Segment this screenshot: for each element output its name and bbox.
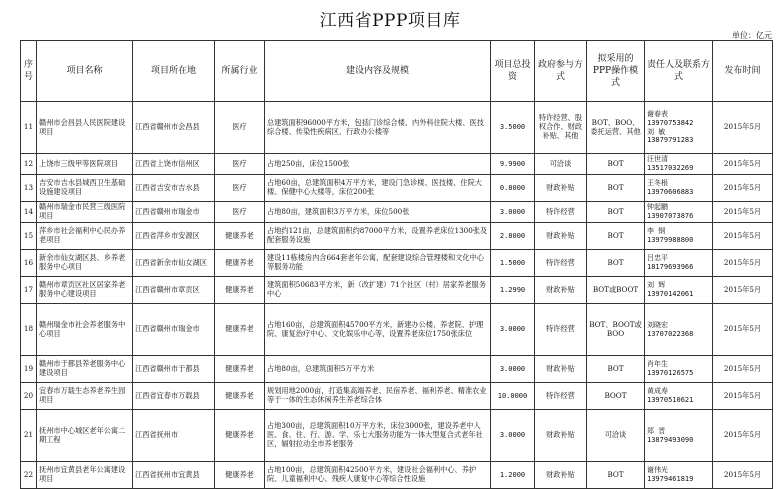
construction-content-cell: 占地250亩，床位1500张: [265, 154, 491, 175]
project-name-cell: 宜春市万载生态养老养生园项目: [37, 383, 133, 410]
table-row: [21, 250, 773, 277]
industry-cell: 健康养老: [215, 304, 265, 356]
table-row: [21, 277, 773, 304]
publish-date-cell: 2015年5月: [713, 175, 773, 202]
construction-content-cell: 占地80亩，总建筑面积5万平方米: [265, 356, 491, 383]
project-location-cell: 江西省吉安市吉水县: [133, 175, 215, 202]
industry-cell: 健康养老: [215, 250, 265, 277]
government-role-cell: 特许经营、股权合作、财政补贴、其他: [535, 102, 587, 154]
row-number-cell: 14: [21, 202, 37, 223]
publish-date-cell: 2015年5月: [713, 202, 773, 223]
industry-cell: 健康养老: [215, 223, 265, 250]
unit-label: 单位：亿元: [732, 31, 772, 40]
total-investment-cell: 0.8000: [491, 175, 535, 202]
header-no: 序号: [21, 41, 37, 102]
header-contact: 责任人及联系方式: [645, 41, 713, 102]
contact-person-cell: 谢伟光 13979461819: [645, 462, 713, 489]
row-number-cell: 19: [21, 356, 37, 383]
project-name-cell: 赣州市于都县养老服务中心建设项目: [37, 356, 133, 383]
construction-content-cell: 占地300亩，总建筑面积10万平方米，床位3000张，建设养老中人医、食、住、行、游、学、乐七大服务功能为一体大型复合式老年社区，辐射拉动全市养老服务: [265, 410, 491, 462]
ppp-mode-cell: BOT: [587, 175, 645, 202]
project-location-cell: 江西省赣州市会昌县: [133, 102, 215, 154]
contact-person-cell: 李 钢 13979988800: [645, 223, 713, 250]
industry-cell: 健康养老: [215, 410, 265, 462]
total-investment-cell: 3.0000: [491, 410, 535, 462]
project-location-cell: 江西省赣州市章贡区: [133, 277, 215, 304]
row-number-cell: 16: [21, 250, 37, 277]
industry-cell: 医疗: [215, 202, 265, 223]
government-role-cell: 财政补贴: [535, 356, 587, 383]
project-name-cell: 赣州市章贡区社区居家养老服务中心建设项目: [37, 277, 133, 304]
publish-date-cell: 2015年5月: [713, 462, 773, 489]
construction-content-cell: 建设11栋楼房内含664套老年公寓，配套建设综合管理楼和文化中心等服务功能: [265, 250, 491, 277]
ppp-mode-cell: BOT: [587, 154, 645, 175]
row-number-cell: 13: [21, 175, 37, 202]
header-content: 建设内容及规模: [265, 41, 491, 102]
header-industry: 所属行业: [215, 41, 265, 102]
row-number-cell: 20: [21, 383, 37, 410]
construction-content-cell: 建筑面积50683平方米，新（改扩建）71个社区（村）居家养老服务中心: [265, 277, 491, 304]
project-name-cell: 新余市仙女湖区县、乡养老服务中心项目: [37, 250, 133, 277]
government-role-cell: 财政补贴: [535, 410, 587, 462]
ppp-mode-cell: 可洽谈: [587, 410, 645, 462]
industry-cell: 健康养老: [215, 356, 265, 383]
publish-date-cell: 2015年5月: [713, 304, 773, 356]
publish-date-cell: 2015年5月: [713, 250, 773, 277]
government-role-cell: 特许经营: [535, 250, 587, 277]
project-location-cell: 江西省抚州市: [133, 410, 215, 462]
construction-content-cell: 规划用地2000亩，打造集高端养老、民宿养老、福利养老、精准农业等于一体的生态休闲养生养老综合体: [265, 383, 491, 410]
table-row: [21, 154, 773, 175]
table-row: [21, 223, 773, 250]
government-role-cell: 特许经营: [535, 383, 587, 410]
header-date: 发布时间: [713, 41, 773, 102]
publish-date-cell: 2015年5月: [713, 277, 773, 304]
project-location-cell: 江西省赣州市瑞金市: [133, 304, 215, 356]
publish-date-cell: 2015年5月: [713, 223, 773, 250]
contact-person-cell: 肖年生 13970126575: [645, 356, 713, 383]
publish-date-cell: 2015年5月: [713, 356, 773, 383]
project-location-cell: 江西省萍乡市安源区: [133, 223, 215, 250]
ppp-mode-cell: BOT: [587, 223, 645, 250]
project-name-cell: 吉安市吉水县城西卫生基础设施建设项目: [37, 175, 133, 202]
project-name-cell: 抚州市宜黄县老年公寓建设项目: [37, 462, 133, 489]
project-name-cell: 赣州市瑞金市民营三级医院项目: [37, 202, 133, 223]
table-row: [21, 410, 773, 462]
table-row: [21, 383, 773, 410]
total-investment-cell: 1.2990: [491, 277, 535, 304]
project-name-cell: 上饶市三级甲等医院项目: [37, 154, 133, 175]
row-number-cell: 11: [21, 102, 37, 154]
project-location-cell: 江西省新余市仙女湖区: [133, 250, 215, 277]
header-investment: 项目总投资: [491, 41, 535, 102]
contact-person-cell: 刘晓宏 13707022368: [645, 304, 713, 356]
project-name-cell: 抚州市中心城区老年公寓二期工程: [37, 410, 133, 462]
row-number-cell: 12: [21, 154, 37, 175]
project-name-cell: 赣州瑞金市社会养老服务中心项目: [37, 304, 133, 356]
industry-cell: 医疗: [215, 154, 265, 175]
project-location-cell: 江西省上饶市信州区: [133, 154, 215, 175]
publish-date-cell: 2015年5月: [713, 410, 773, 462]
table-body: [21, 102, 773, 489]
page-title: 江西省PPP项目库: [319, 11, 461, 31]
contact-person-cell: 黄成寿 13970510621: [645, 383, 713, 410]
government-role-cell: 财政补贴: [535, 175, 587, 202]
contact-person-cell: 王冬根 13970606883: [645, 175, 713, 202]
project-location-cell: 江西省赣州市于都县: [133, 356, 215, 383]
government-role-cell: 特许经营: [535, 304, 587, 356]
ppp-mode-cell: BOT或BOOT: [587, 277, 645, 304]
construction-content-cell: 占地60亩，总建筑面积4万平方米，建设门急诊楼、医技楼、住院大楼、保健中心大楼等，床位200张: [265, 175, 491, 202]
construction-content-cell: 总建筑面积96000平方米，包括门诊综合楼、内外科住院大楼、医技综合楼、传染性疾病区、行政办公楼等: [265, 102, 491, 154]
industry-cell: 医疗: [215, 175, 265, 202]
government-role-cell: 可洽谈: [535, 154, 587, 175]
ppp-mode-cell: BOT、BOOT或BOO: [587, 304, 645, 356]
total-investment-cell: 1.5000: [491, 250, 535, 277]
ppp-mode-cell: BOT: [587, 356, 645, 383]
ppp-mode-cell: BOOT: [587, 383, 645, 410]
government-role-cell: 特许经营: [535, 202, 587, 223]
contact-person-cell: 吕忠平 18179693966: [645, 250, 713, 277]
table-row: [21, 356, 773, 383]
ppp-mode-cell: BOT: [587, 250, 645, 277]
publish-date-cell: 2015年5月: [713, 102, 773, 154]
table-row: [21, 202, 773, 223]
ppp-mode-cell: BOT: [587, 202, 645, 223]
total-investment-cell: 10.0000: [491, 383, 535, 410]
ppp-mode-cell: BOT、BOO、委托运营、其他: [587, 102, 645, 154]
total-investment-cell: 3.5000: [491, 102, 535, 154]
construction-content-cell: 占地80亩，建筑面积3万平方米，床位500张: [265, 202, 491, 223]
project-name-cell: 萍乡市社会福利中心民办养老项目: [37, 223, 133, 250]
project-location-cell: 江西省赣州市瑞金市: [133, 202, 215, 223]
row-number-cell: 21: [21, 410, 37, 462]
ppp-mode-cell: BOT: [587, 462, 645, 489]
construction-content-cell: 占地160亩，总建筑面积45700平方米，新建办公楼、养老院、护理院、康复治疗中心、文化娱乐中心等，设置养老床位1750张床位: [265, 304, 491, 356]
publish-date-cell: 2015年5月: [713, 383, 773, 410]
table-row: [21, 175, 773, 202]
government-role-cell: 财政补贴: [535, 277, 587, 304]
industry-cell: 健康养老: [215, 277, 265, 304]
industry-cell: 健康养老: [215, 462, 265, 489]
ppp-project-table: [20, 40, 773, 489]
total-investment-cell: 2.8000: [491, 223, 535, 250]
total-investment-cell: 1.2000: [491, 462, 535, 489]
total-investment-cell: 3.0000: [491, 356, 535, 383]
contact-person-cell: 刘 辉 13970142061: [645, 277, 713, 304]
row-number-cell: 22: [21, 462, 37, 489]
total-investment-cell: 9.9900: [491, 154, 535, 175]
total-investment-cell: 3.0000: [491, 202, 535, 223]
table-row: [21, 462, 773, 489]
industry-cell: 健康养老: [215, 383, 265, 410]
industry-cell: 医疗: [215, 102, 265, 154]
contact-person-cell: 汪世清 13517032269: [645, 154, 713, 175]
government-role-cell: 财政补贴: [535, 462, 587, 489]
table-row: [21, 304, 773, 356]
contact-person-cell: 钟起鹏 13907073876: [645, 202, 713, 223]
header-row: [21, 41, 773, 102]
header-mode: 拟采用的PPP操作模式: [587, 41, 645, 102]
publish-date-cell: 2015年5月: [713, 154, 773, 175]
row-number-cell: 15: [21, 223, 37, 250]
contact-person-cell: 谢春表 13970753842 刘 敏 13879791283: [645, 102, 713, 154]
project-location-cell: 江西省宜春市万载县: [133, 383, 215, 410]
project-name-cell: 赣州市会昌县人民医院建设项目: [37, 102, 133, 154]
table-row: [21, 102, 773, 154]
row-number-cell: 18: [21, 304, 37, 356]
total-investment-cell: 3.0000: [491, 304, 535, 356]
header-gov-role: 政府参与方式: [535, 41, 587, 102]
government-role-cell: 财政补贴: [535, 223, 587, 250]
row-number-cell: 17: [21, 277, 37, 304]
project-location-cell: 江西省抚州市宜黄县: [133, 462, 215, 489]
construction-content-cell: 占地100亩，总建筑面积42500平方米，建设社会福利中心、养护院、儿童福利中心、残疾人康复中心等综合性设施: [265, 462, 491, 489]
construction-content-cell: 占地约121亩，总建筑面积约87000平方米，设置养老床位1300张及配套服务设施: [265, 223, 491, 250]
contact-person-cell: 郑 晋 13879493090: [645, 410, 713, 462]
header-name: 项目名称: [37, 41, 133, 102]
header-location: 项目所在地: [133, 41, 215, 102]
